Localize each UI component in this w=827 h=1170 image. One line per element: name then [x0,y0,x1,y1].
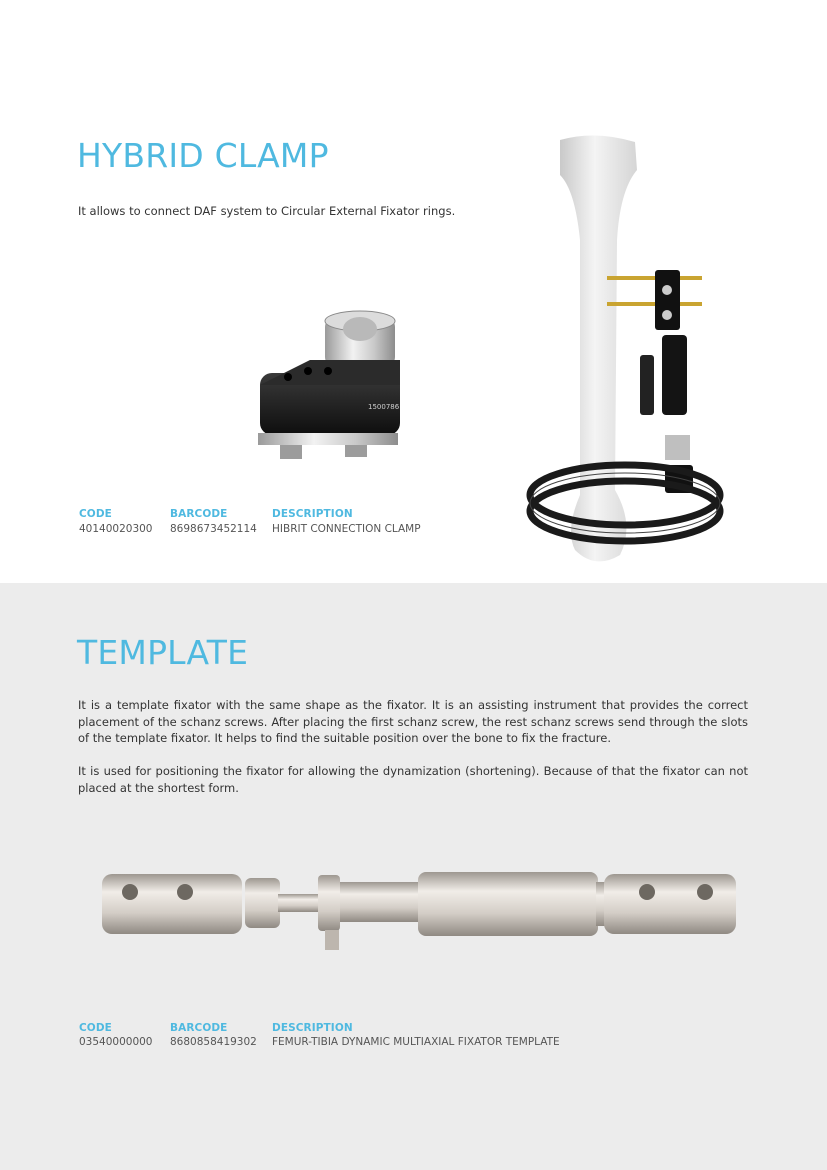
hybrid-code-value: 40140020300 [79,523,153,535]
template-barcode-header: BARCODE [170,1022,228,1034]
template-description-value: FEMUR-TIBIA DYNAMIC MULTIAXIAL FIXATOR TEMPLATE [272,1036,560,1048]
hybrid-clamp-image [250,305,420,470]
template-paragraph-2: It is used for positioning the fixator for allowing the dynamization (shortening). Because of that the fixator can not placed at the shortest form. [78,764,748,795]
template-barcode-value: 8680858419302 [170,1036,257,1048]
hybrid-description-value: HIBRIT CONNECTION CLAMP [272,523,421,535]
clamp-marking: 1500786 [368,403,400,411]
hybrid-clamp-title: HYBRID CLAMP [77,136,329,175]
template-paragraph-1: It is a template fixator with the same shape as the fixator. It is an assisting instrument that provides the correct placement of the schanz screws. After placing the first schanz screw, the rest schanz screws send through the slots of the template fixator. It helps to find the suitable position over the bone to fix the fracture. [78,698,748,745]
bone-fixator-illustration [525,130,725,570]
template-fixator-image [100,860,740,960]
hybrid-code-header: CODE [79,508,112,520]
template-description-header: DESCRIPTION [272,1022,353,1034]
template-code-value: 03540000000 [79,1036,153,1048]
hybrid-barcode-value: 8698673452114 [170,523,257,535]
hybrid-clamp-description: It allows to connect DAF system to Circular External Fixator rings. [78,204,456,218]
template-code-header: CODE [79,1022,112,1034]
hybrid-barcode-header: BARCODE [170,508,228,520]
template-title: TEMPLATE [77,633,249,672]
hybrid-description-header: DESCRIPTION [272,508,353,520]
